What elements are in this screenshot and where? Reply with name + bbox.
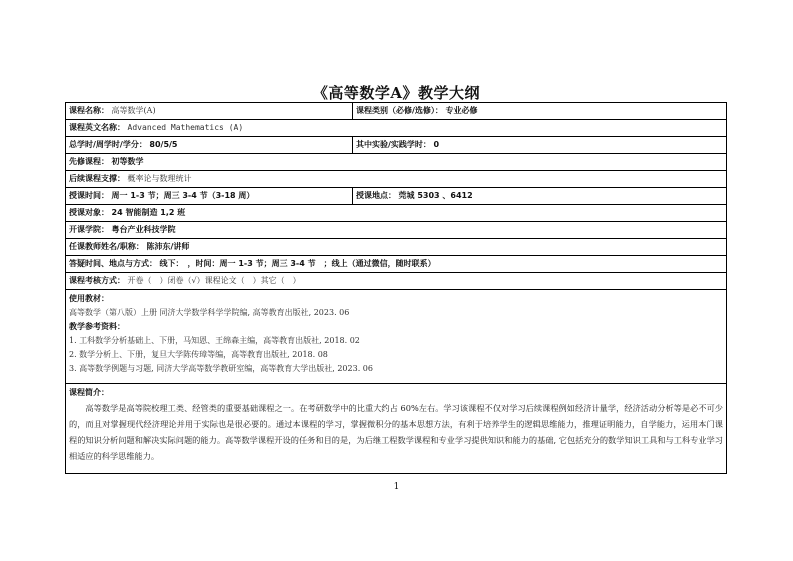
prerequisite-label: 先修课程： xyxy=(69,157,109,166)
assessment-label: 课程考核方式： xyxy=(69,276,125,285)
assessment-value: 开卷（ ）闭卷（√）课程论文（ ）其它（ ） xyxy=(127,276,301,285)
prerequisite-cell xyxy=(66,154,726,170)
reference-item: 2. 数学分析上、下册，复旦大学陈传璋等编，高等教育出版社, 2018. 08 xyxy=(69,350,328,359)
english-name-cell xyxy=(66,120,726,136)
intro-label: 课程简介： xyxy=(69,388,109,397)
follow-up-cell xyxy=(66,171,726,187)
teacher-cell xyxy=(66,239,726,255)
class-time-value: 周一 1-3 节；周三 3-4 节（3-18 周） xyxy=(111,191,255,200)
row-english-name xyxy=(66,120,726,137)
row-class-time xyxy=(66,188,726,205)
textbook-label: 使用教材： xyxy=(69,294,109,303)
row-teacher xyxy=(66,239,726,256)
class-location-value: 莞城 5303 、6412 xyxy=(398,191,473,200)
row-follow-up xyxy=(66,171,726,188)
syllabus-table xyxy=(65,102,727,474)
reference-item: 3. 高等数学例题与习题, 同济大学高等数学教研室编，高等教育大学出版社, 2023. 06 xyxy=(69,364,373,373)
page-number: 1 xyxy=(393,482,400,492)
course-type-cell xyxy=(353,103,726,119)
hours-value: 80/5/5 xyxy=(149,140,178,149)
hours-label: 总学时/周学时/学分： xyxy=(69,140,147,149)
class-location-cell xyxy=(353,188,726,204)
course-type-value: 专业必修 xyxy=(445,106,478,115)
english-name-value: Advanced Mathematics (A) xyxy=(127,123,244,132)
materials-block xyxy=(66,290,726,384)
hours-cell xyxy=(66,137,353,153)
class-location-label: 授课地点： xyxy=(356,191,396,200)
textbook-value: 高等数学（第八版）上册 同济大学数学科学学院编, 高等教育出版社, 2023. 06 xyxy=(69,308,350,317)
intro-block xyxy=(66,384,726,473)
follow-up-label: 后续课程支撑： xyxy=(69,174,125,183)
row-college xyxy=(66,222,726,239)
row-course-name xyxy=(66,103,726,120)
college-label: 开课学院： xyxy=(69,225,109,234)
audience-cell xyxy=(66,205,726,221)
row-audience xyxy=(66,205,726,222)
course-name-value: 高等数学(A) xyxy=(111,106,156,115)
prerequisite-value: 初等数学 xyxy=(111,157,144,166)
class-time-label: 授课时间： xyxy=(69,191,109,200)
teacher-label: 任课教师姓名/职称： xyxy=(69,242,144,251)
assessment-cell xyxy=(66,273,726,289)
office-hours-value: 线下： ，时间：周一 1-3 节；周三 3-4 节 ；线上（通过微信，随时联系） xyxy=(159,259,436,268)
course-type-label: 课程类别（必修/选修）： xyxy=(356,106,443,115)
college-value: 粤台产业科技学院 xyxy=(111,225,176,234)
document-title: 《高等数学A》教学大纲 xyxy=(312,84,481,102)
intro-text: 高等数学是高等院校理工类、经管类的重要基础课程之一。在考研数学中的比重大约占 60%左右。学习该课程不仅对学习后续课程例如经济计量学，经济活动分析等是必不可少的，而且对掌握现代经济理论并用于实际也是很必要的。通过本课程的学习，掌握微积分的基本思想方法，有利于培养学生的逻辑思维能力，推理证明能力，自学能力，运用本门课程的知识分析问题和解决实际问题的能力。高等数学课程开设的任务和目的是，为后继工程数学课程和专业学习提供知识和能力的基础, 它包括充分的数学知识工具和与工科专业学习相适应的科学思维能力。 xyxy=(69,403,723,461)
audience-label: 授课对象： xyxy=(69,208,109,217)
class-time-cell xyxy=(66,188,353,204)
office-hours-label: 答疑时间、地点与方式： xyxy=(69,259,157,268)
course-name-cell xyxy=(66,103,353,119)
teacher-value: 陈沛东/讲师 xyxy=(146,242,190,251)
college-cell xyxy=(66,222,726,238)
row-assessment xyxy=(66,273,726,290)
english-name-label: 课程英文名称： xyxy=(69,123,125,132)
references-label: 教学参考资料： xyxy=(69,322,125,331)
lab-hours-value: 0 xyxy=(433,140,440,149)
follow-up-value: 概率论与数理统计 xyxy=(127,174,192,183)
row-hours xyxy=(66,137,726,154)
course-name-label: 课程名称： xyxy=(69,106,109,115)
reference-item: 1. 工科数学分析基础上、下册，马知恩、王绵森主编，高等教育出版社, 2018. 02 xyxy=(69,336,360,345)
lab-hours-cell xyxy=(353,137,726,153)
row-office-hours xyxy=(66,256,726,273)
lab-hours-label: 其中实验/实践学时： xyxy=(356,140,431,149)
audience-value: 24 智能制造 1,2 班 xyxy=(111,208,186,217)
row-prerequisite xyxy=(66,154,726,171)
office-hours-cell xyxy=(66,256,726,272)
